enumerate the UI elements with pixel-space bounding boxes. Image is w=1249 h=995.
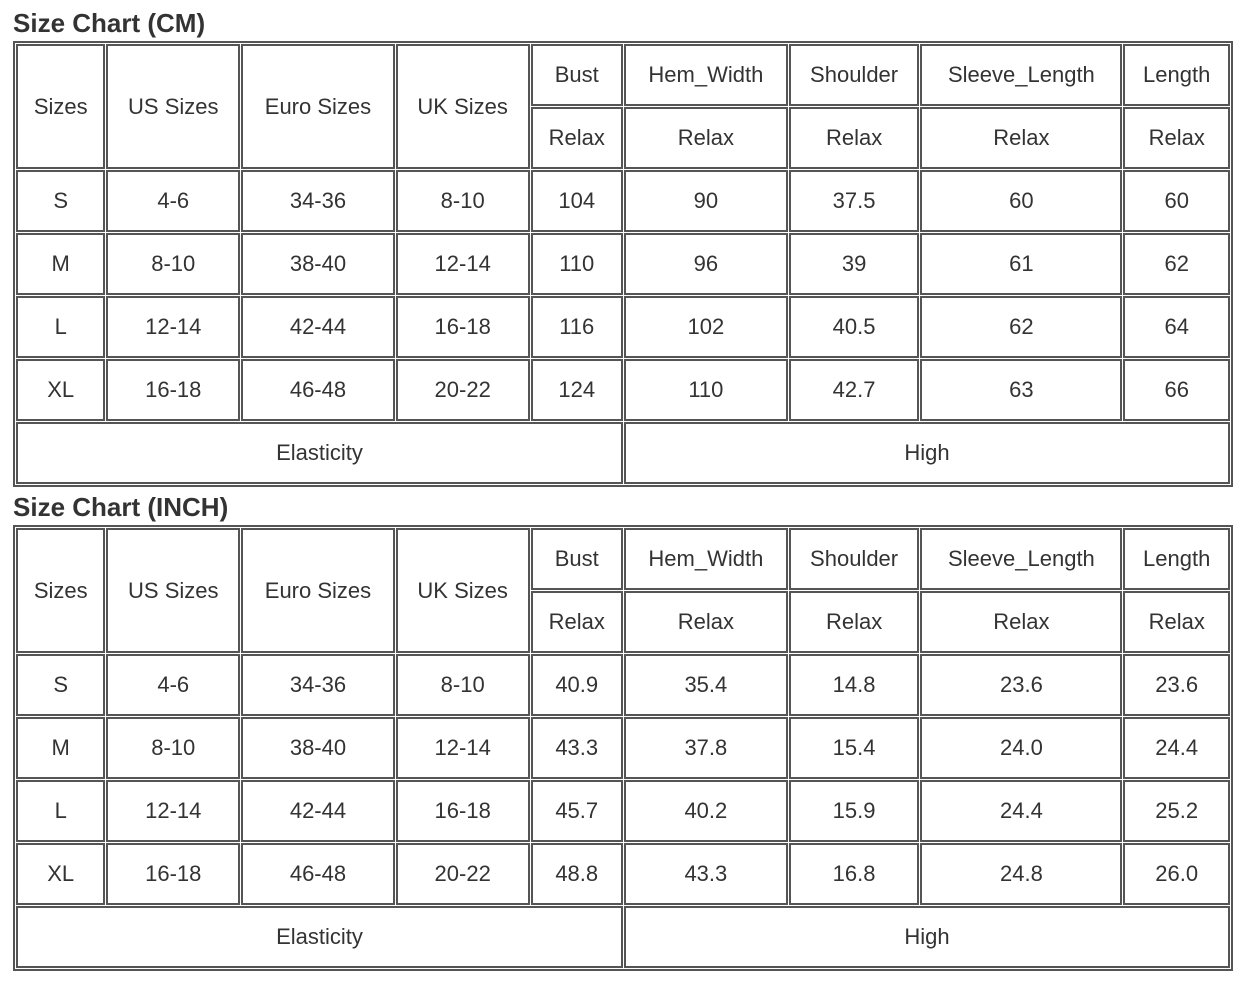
header-fit: Relax — [1123, 107, 1230, 169]
shoulder-cell: 39 — [789, 233, 920, 295]
us-size-cell: 8-10 — [106, 233, 240, 295]
length-cell: 23.6 — [1123, 654, 1230, 716]
header-bust: Bust — [531, 528, 623, 590]
us-size-cell: 16-18 — [106, 843, 240, 905]
size-chart-cm-table — [13, 41, 1233, 487]
bust-cell: 116 — [531, 296, 623, 358]
hem-width-cell: 40.2 — [624, 780, 788, 842]
hem-width-cell: 37.8 — [624, 717, 788, 779]
header-length: Length — [1123, 44, 1230, 106]
header-fit: Relax — [789, 591, 920, 653]
bust-cell: 40.9 — [531, 654, 623, 716]
sleeve-length-cell: 62 — [920, 296, 1122, 358]
table-row — [16, 654, 1230, 716]
size-cell: S — [16, 170, 105, 232]
header-length: Length — [1123, 528, 1230, 590]
header-fit: Relax — [920, 107, 1122, 169]
header-shoulder: Shoulder — [789, 528, 920, 590]
table-row — [16, 170, 1230, 232]
size-cell: S — [16, 654, 105, 716]
elasticity-row — [16, 422, 1230, 484]
euro-size-cell: 34-36 — [241, 654, 395, 716]
header-hem-width: Hem_Width — [624, 44, 788, 106]
shoulder-cell: 14.8 — [789, 654, 920, 716]
uk-size-cell: 12-14 — [396, 717, 530, 779]
hem-width-cell: 35.4 — [624, 654, 788, 716]
elasticity-row — [16, 906, 1230, 968]
sleeve-length-cell: 60 — [920, 170, 1122, 232]
uk-size-cell: 20-22 — [396, 359, 530, 421]
hem-width-cell: 96 — [624, 233, 788, 295]
header-sleeve-length: Sleeve_Length — [920, 44, 1122, 106]
us-size-cell: 12-14 — [106, 780, 240, 842]
header-us-sizes: US Sizes — [106, 528, 240, 653]
table-row — [16, 359, 1230, 421]
shoulder-cell: 37.5 — [789, 170, 920, 232]
sleeve-length-cell: 63 — [920, 359, 1122, 421]
us-size-cell: 12-14 — [106, 296, 240, 358]
sleeve-length-cell: 23.6 — [920, 654, 1122, 716]
elasticity-value: High — [624, 906, 1230, 968]
header-uk-sizes: UK Sizes — [396, 44, 530, 169]
table-row — [16, 296, 1230, 358]
header-row-measures — [16, 528, 1230, 590]
bust-cell: 48.8 — [531, 843, 623, 905]
elasticity-value: High — [624, 422, 1230, 484]
length-cell: 60 — [1123, 170, 1230, 232]
header-fit: Relax — [531, 107, 623, 169]
table-row — [16, 843, 1230, 905]
bust-cell: 43.3 — [531, 717, 623, 779]
euro-size-cell: 38-40 — [241, 717, 395, 779]
shoulder-cell: 15.4 — [789, 717, 920, 779]
header-shoulder: Shoulder — [789, 44, 920, 106]
shoulder-cell: 15.9 — [789, 780, 920, 842]
size-cell: L — [16, 780, 105, 842]
uk-size-cell: 12-14 — [396, 233, 530, 295]
length-cell: 24.4 — [1123, 717, 1230, 779]
euro-size-cell: 34-36 — [241, 170, 395, 232]
euro-size-cell: 46-48 — [241, 843, 395, 905]
header-euro-sizes: Euro Sizes — [241, 528, 395, 653]
header-uk-sizes: UK Sizes — [396, 528, 530, 653]
length-cell: 25.2 — [1123, 780, 1230, 842]
table-row — [16, 233, 1230, 295]
bust-cell: 110 — [531, 233, 623, 295]
header-euro-sizes: Euro Sizes — [241, 44, 395, 169]
uk-size-cell: 20-22 — [396, 843, 530, 905]
size-cell: M — [16, 233, 105, 295]
sleeve-length-cell: 24.0 — [920, 717, 1122, 779]
euro-size-cell: 38-40 — [241, 233, 395, 295]
hem-width-cell: 43.3 — [624, 843, 788, 905]
elasticity-label: Elasticity — [16, 422, 623, 484]
us-size-cell: 4-6 — [106, 654, 240, 716]
bust-cell: 45.7 — [531, 780, 623, 842]
bust-cell: 124 — [531, 359, 623, 421]
euro-size-cell: 46-48 — [241, 359, 395, 421]
sleeve-length-cell: 24.8 — [920, 843, 1122, 905]
header-bust: Bust — [531, 44, 623, 106]
euro-size-cell: 42-44 — [241, 296, 395, 358]
header-us-sizes: US Sizes — [106, 44, 240, 169]
uk-size-cell: 8-10 — [396, 654, 530, 716]
header-sizes: Sizes — [16, 528, 105, 653]
elasticity-label: Elasticity — [16, 906, 623, 968]
length-cell: 64 — [1123, 296, 1230, 358]
header-fit: Relax — [624, 591, 788, 653]
uk-size-cell: 16-18 — [396, 296, 530, 358]
size-cell: M — [16, 717, 105, 779]
size-cell: XL — [16, 843, 105, 905]
hem-width-cell: 110 — [624, 359, 788, 421]
shoulder-cell: 40.5 — [789, 296, 920, 358]
header-hem-width: Hem_Width — [624, 528, 788, 590]
header-fit: Relax — [920, 591, 1122, 653]
hem-width-cell: 90 — [624, 170, 788, 232]
size-cell: XL — [16, 359, 105, 421]
us-size-cell: 4-6 — [106, 170, 240, 232]
us-size-cell: 8-10 — [106, 717, 240, 779]
shoulder-cell: 42.7 — [789, 359, 920, 421]
header-fit: Relax — [1123, 591, 1230, 653]
shoulder-cell: 16.8 — [789, 843, 920, 905]
size-chart-inch-table — [13, 525, 1233, 971]
length-cell: 62 — [1123, 233, 1230, 295]
table-row — [16, 717, 1230, 779]
length-cell: 26.0 — [1123, 843, 1230, 905]
euro-size-cell: 42-44 — [241, 780, 395, 842]
us-size-cell: 16-18 — [106, 359, 240, 421]
header-fit: Relax — [789, 107, 920, 169]
hem-width-cell: 102 — [624, 296, 788, 358]
sleeve-length-cell: 61 — [920, 233, 1122, 295]
table-row — [16, 780, 1230, 842]
uk-size-cell: 16-18 — [396, 780, 530, 842]
header-sleeve-length: Sleeve_Length — [920, 528, 1122, 590]
size-chart-inch-title: Size Chart (INCH) — [13, 492, 229, 522]
header-sizes: Sizes — [16, 44, 105, 169]
header-fit: Relax — [531, 591, 623, 653]
header-fit: Relax — [624, 107, 788, 169]
length-cell: 66 — [1123, 359, 1230, 421]
bust-cell: 104 — [531, 170, 623, 232]
sleeve-length-cell: 24.4 — [920, 780, 1122, 842]
uk-size-cell: 8-10 — [396, 170, 530, 232]
size-cell: L — [16, 296, 105, 358]
size-chart-cm-title: Size Chart (CM) — [13, 8, 206, 38]
header-row-measures — [16, 44, 1230, 106]
